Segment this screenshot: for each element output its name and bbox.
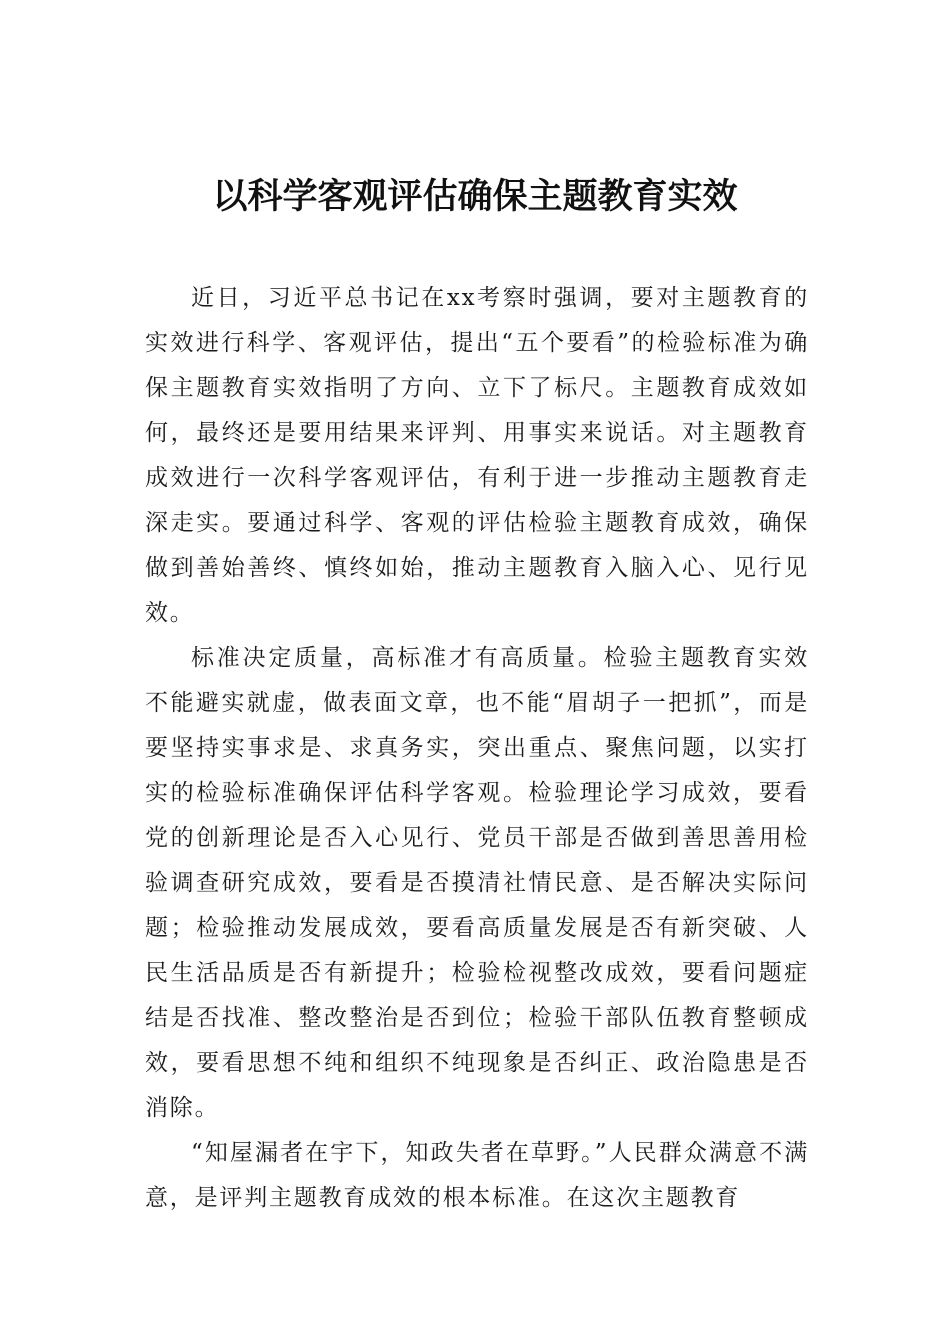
document-body bbox=[145, 276, 809, 1221]
paragraph-2: 标准决定质量，高标准才有高质量。检验主题教育实效不能避实就虚，做表面文章，也不能“眉胡子一把抓”，而是要坚持实事求是、求真务实，突出重点、聚焦问题，以实打实的检验标准确保评估科学客观。检验理论学习成效，要看党的创新理论是否入心见行、党员干部是否做到善思善用检验调查研究成效，要看是否摸清社情民意、是否解决实际问题；检验推动发展成效，要看高质量发展是否有新突破、人民生活品质是否有新提升；检验检视整改成效，要看问题症结是否找准、整改整治是否到位；检验干部队伍教育整顿成效，要看思想不纯和组织不纯现象是否纠正、政治隐患是否消除。 bbox=[145, 645, 809, 1121]
paragraph-1: 近日，习近平总书记在xx考察时强调，要对主题教育的实效进行科学、客观评估，提出“五个要看”的检验标准为确保主题教育实效指明了方向、立下了标尺。主题教育成效如何，最终还是要用结果来评判、用事实来说话。对主题教育成效进行一次科学客观评估，有利于进一步推动主题教育走深走实。要通过科学、客观的评估检验主题教育成效，确保做到善始善终、慎终如始，推动主题教育入脑入心、见行见效。 bbox=[145, 285, 809, 626]
paragraph-3: “知屋漏者在宇下，知政失者在草野。”人民群众满意不满意，是评判主题教育成效的根本标准。在这次主题教育 bbox=[145, 1140, 809, 1211]
document-title: 以科学客观评估确保主题教育实效 bbox=[212, 176, 738, 217]
